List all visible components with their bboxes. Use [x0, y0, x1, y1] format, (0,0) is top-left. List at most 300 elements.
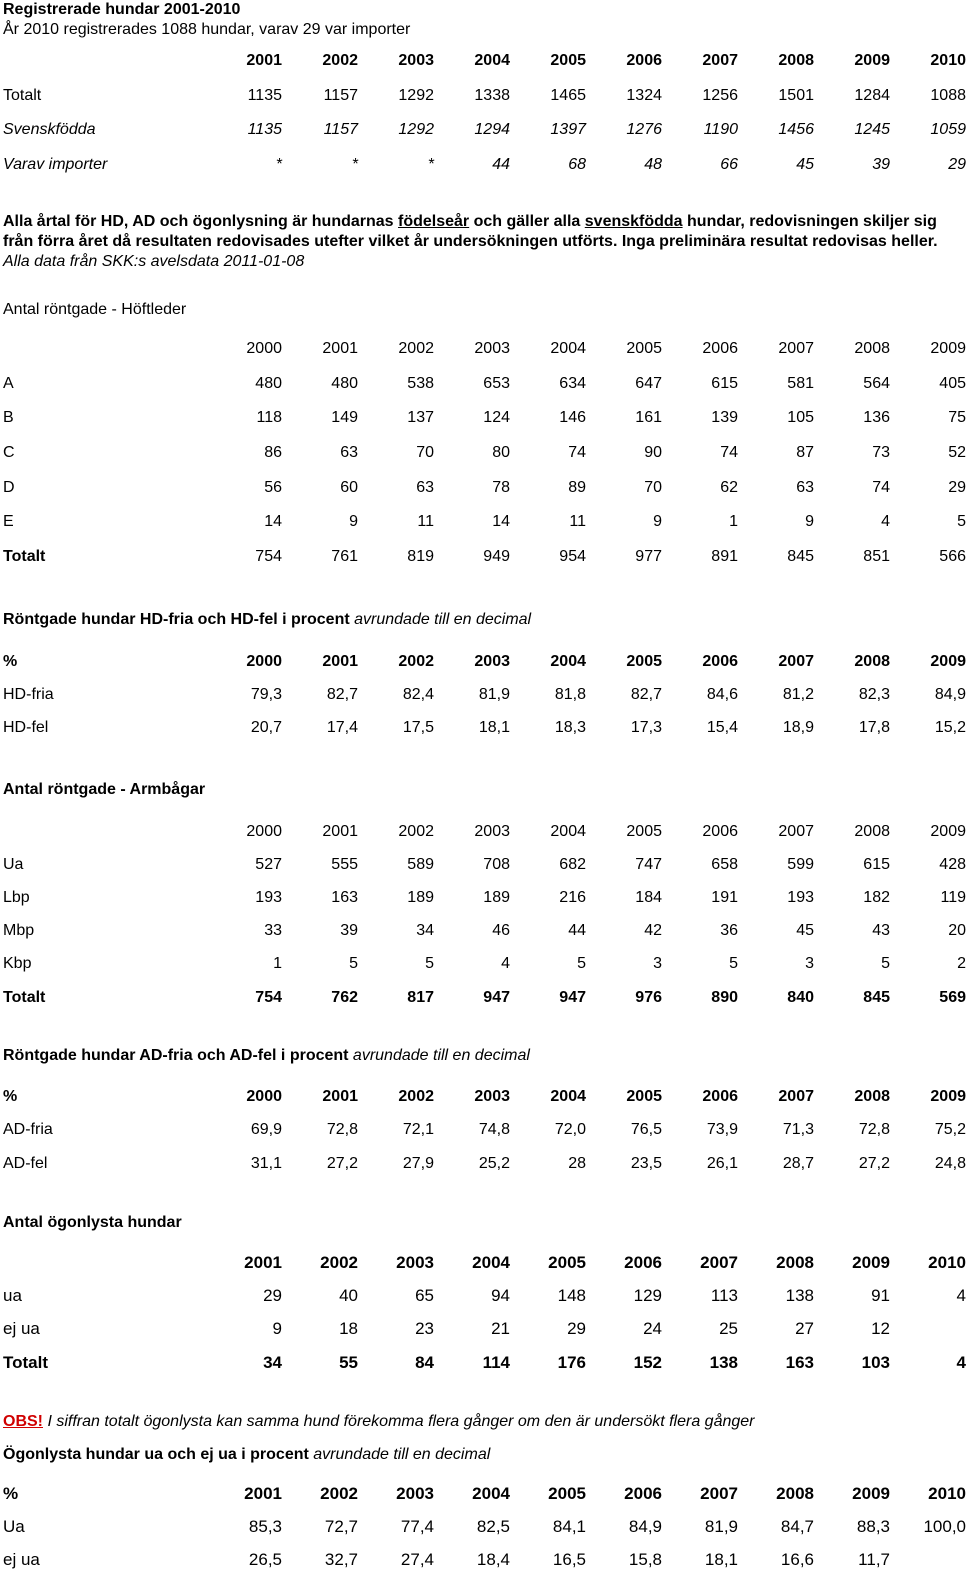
row-label: Ua — [3, 1516, 25, 1536]
table-cell: 63 — [416, 478, 434, 496]
table-cell: 36 — [720, 922, 738, 940]
table-cell: 124 — [483, 409, 510, 427]
year-header: 2004 — [472, 1483, 510, 1503]
table-cell: 90 — [644, 444, 662, 462]
table-cell: 84,1 — [552, 1516, 586, 1536]
year-header: 2009 — [852, 1483, 890, 1503]
table-cell: 34 — [263, 1352, 282, 1372]
table-cell: 60 — [340, 478, 358, 496]
row-label: D — [3, 478, 15, 496]
table-cell: 74 — [568, 444, 586, 462]
table-cell: 949 — [483, 547, 510, 565]
year-header: 2002 — [320, 1483, 358, 1503]
table-cell: * — [427, 155, 434, 173]
year-header: 2006 — [624, 1483, 662, 1503]
row-label: HD-fria — [3, 685, 54, 703]
table-cell: 189 — [407, 888, 434, 906]
table-cell: 947 — [483, 988, 510, 1006]
year-header: 2002 — [322, 52, 358, 70]
table-cell: 581 — [787, 374, 814, 392]
table-cell: 72,7 — [324, 1516, 358, 1536]
table-cell: 1276 — [626, 121, 662, 139]
year-header: 2005 — [550, 52, 586, 70]
year-header: 2001 — [322, 1087, 358, 1105]
table-cell: 33 — [264, 922, 282, 940]
table-cell: 161 — [635, 409, 662, 427]
table-cell: 139 — [711, 409, 738, 427]
year-header: 2007 — [700, 1483, 738, 1503]
table-cell: 68 — [568, 155, 586, 173]
table-cell: 569 — [939, 988, 966, 1006]
year-header: 2005 — [548, 1483, 586, 1503]
header-label: % — [3, 1483, 19, 1503]
year-header: 2004 — [550, 822, 586, 840]
hip-pct-heading-note: avrundade till en decimal — [349, 611, 532, 628]
table-cell: 137 — [407, 409, 434, 427]
table-cell: 976 — [635, 988, 662, 1006]
table-cell: 14 — [492, 513, 510, 531]
table-cell: 82,7 — [326, 685, 358, 703]
table-cell: 480 — [331, 374, 358, 392]
table-cell: 819 — [407, 547, 434, 565]
table-cell: 75 — [948, 409, 966, 427]
table-cell: 88,3 — [856, 1516, 890, 1536]
year-header: 2006 — [702, 1087, 738, 1105]
table-row — [0, 1346, 970, 1379]
table-cell: 163 — [785, 1352, 814, 1372]
year-header: 2001 — [244, 1252, 282, 1272]
header-label — [0, 815, 210, 848]
table-cell: 817 — [407, 988, 434, 1006]
table-cell: 754 — [255, 988, 282, 1006]
year-header: 2000 — [246, 652, 282, 670]
note-birth-year: födelseår — [398, 213, 470, 230]
year-header: 2003 — [474, 652, 510, 670]
table-cell: * — [275, 155, 282, 173]
year-header: 2004 — [550, 652, 586, 670]
table-cell: 762 — [331, 988, 358, 1006]
table-cell: 56 — [264, 478, 282, 496]
hip-heading: Antal röntgade - Höftleder — [3, 301, 187, 318]
table-cell: 12 — [871, 1319, 890, 1339]
year-header: 2008 — [776, 1252, 814, 1272]
year-header: 2002 — [398, 652, 434, 670]
table-cell: 5 — [729, 955, 738, 973]
eye-heading — [3, 1213, 182, 1233]
table-cell: 615 — [863, 855, 890, 873]
row-label: A — [3, 374, 14, 392]
year-header: 2009 — [930, 340, 966, 358]
table-cell: 79,3 — [250, 685, 282, 703]
table-cell: 480 — [255, 374, 282, 392]
table-cell: 72,0 — [554, 1121, 586, 1139]
table-cell: 81,9 — [704, 1516, 738, 1536]
table-cell: 947 — [559, 988, 586, 1006]
table-cell: 891 — [711, 547, 738, 565]
table-cell: 845 — [787, 547, 814, 565]
table-cell: 42 — [644, 922, 662, 940]
year-header: 2005 — [626, 652, 662, 670]
year-header: 2000 — [246, 340, 282, 358]
table-cell: 527 — [255, 855, 282, 873]
table-cell: 1292 — [398, 86, 434, 104]
table-cell: 113 — [710, 1285, 738, 1305]
table-cell: 4 — [956, 1285, 966, 1305]
table-cell: 538 — [407, 374, 434, 392]
table-cell: 52 — [948, 444, 966, 462]
table-cell: 954 — [559, 547, 586, 565]
note-part-3: hundar, redovisningen skiljer sig från förra året då resultaten redovisades utefter vilket år undersökningen utförts. Inga preliminära resultat redovisas heller. — [3, 213, 938, 250]
table-cell: 129 — [633, 1285, 662, 1305]
note-source: Alla data från SKK:s avelsdata 2011-01-08 — [3, 253, 305, 270]
page-subtitle: År 2010 registrerades 1088 hundar, varav 29 var importer — [3, 21, 411, 38]
table-cell: 70 — [416, 444, 434, 462]
table-row — [0, 678, 970, 711]
table-cell: 82,4 — [402, 685, 434, 703]
row-label: Totalt — [3, 547, 46, 565]
table-cell: 77,4 — [400, 1516, 434, 1536]
year-header: 2004 — [550, 340, 586, 358]
header-row — [0, 1080, 970, 1114]
table-cell: 66 — [720, 155, 738, 173]
table-cell: 9 — [272, 1319, 282, 1339]
table-cell: 9 — [349, 513, 358, 531]
table-cell: 189 — [483, 888, 510, 906]
row-label: Kbp — [3, 955, 32, 973]
table-cell: 55 — [339, 1352, 358, 1372]
header-label: % — [3, 1087, 18, 1105]
table-cell: 45 — [796, 922, 814, 940]
table-cell: 1135 — [247, 86, 282, 104]
table-cell: 29 — [948, 478, 966, 496]
table-cell: 761 — [331, 547, 358, 565]
table-cell: 193 — [255, 888, 282, 906]
year-header: 2001 — [246, 52, 282, 70]
table-cell: 82,7 — [630, 685, 662, 703]
table-cell: 647 — [635, 374, 662, 392]
table-cell: 845 — [863, 988, 890, 1006]
year-header: 2003 — [396, 1252, 434, 1272]
table-cell: 26,5 — [248, 1549, 282, 1569]
eye-heading-text: Antal ögonlysta hundar — [3, 1214, 182, 1231]
row-label: ej ua — [3, 1549, 40, 1569]
obs-note — [3, 1412, 755, 1432]
year-header: 2009 — [930, 652, 966, 670]
table-cell: 94 — [491, 1285, 510, 1305]
hip-pct-table — [0, 645, 970, 745]
year-header: 2005 — [548, 1252, 586, 1272]
table-cell: 91 — [871, 1285, 890, 1305]
table-cell: 1338 — [474, 86, 510, 104]
year-header: 2001 — [322, 822, 358, 840]
table-cell: 78 — [492, 478, 510, 496]
year-header: 2008 — [854, 652, 890, 670]
table-cell: 2 — [957, 955, 966, 973]
year-header: 2005 — [626, 340, 662, 358]
row-label: Mbp — [3, 922, 35, 940]
year-header: 2008 — [854, 822, 890, 840]
table-cell: 26,1 — [706, 1154, 738, 1172]
table-cell: 27 — [795, 1319, 814, 1339]
table-cell: 114 — [482, 1352, 510, 1372]
table-row — [0, 1114, 970, 1148]
row-label: AD-fel — [3, 1154, 48, 1172]
table-cell: 84,9 — [628, 1516, 662, 1536]
table-row — [0, 113, 970, 148]
table-cell: 118 — [256, 409, 282, 427]
table-cell: 4 — [501, 955, 510, 973]
year-header: 2004 — [472, 1252, 510, 1272]
table-cell: 191 — [711, 888, 738, 906]
header-row — [0, 44, 970, 79]
table-cell: 15,4 — [706, 719, 738, 737]
year-header: 2007 — [702, 52, 738, 70]
table-cell: 138 — [785, 1285, 814, 1305]
table-cell: 25,2 — [478, 1154, 510, 1172]
table-cell: 18,1 — [478, 719, 510, 737]
year-header: 2001 — [244, 1483, 282, 1503]
table-cell: 29 — [567, 1319, 586, 1339]
obs-label: OBS! — [3, 1413, 43, 1430]
table-cell: 84,6 — [706, 685, 738, 703]
row-label: HD-fel — [3, 719, 49, 737]
table-cell: 34 — [416, 922, 434, 940]
table-cell: 73,9 — [706, 1121, 738, 1139]
table-row — [0, 1279, 970, 1312]
table-cell: 80 — [492, 444, 510, 462]
table-cell: 4 — [956, 1352, 966, 1372]
year-header: 2010 — [928, 1252, 966, 1272]
year-header: 2002 — [320, 1252, 358, 1272]
year-header: 2007 — [778, 1087, 814, 1105]
table-cell: 193 — [787, 888, 814, 906]
table-cell: 851 — [863, 547, 890, 565]
table-cell: 71,3 — [782, 1121, 814, 1139]
table-cell: 25 — [719, 1319, 738, 1339]
year-header: 2009 — [930, 822, 966, 840]
registered-table — [0, 44, 970, 182]
table-cell: 15,2 — [934, 719, 966, 737]
elbow-pct-heading — [3, 1046, 530, 1066]
table-cell: 3 — [805, 955, 814, 973]
header-row — [0, 815, 970, 848]
table-cell: 18,4 — [476, 1549, 510, 1569]
table-cell: 634 — [559, 374, 586, 392]
table-cell: 84 — [415, 1352, 434, 1372]
year-header: 2008 — [778, 52, 814, 70]
header-row — [0, 332, 970, 367]
eye-pct-table — [0, 1477, 970, 1576]
table-row — [0, 470, 970, 505]
eye-pct-heading — [3, 1445, 490, 1465]
row-label: C — [3, 444, 15, 462]
table-cell: 89 — [568, 478, 586, 496]
table-cell: 1190 — [703, 121, 738, 139]
table-cell: 11,7 — [858, 1549, 890, 1569]
note-swedish-born: svenskfödda — [584, 213, 683, 230]
table-cell: 1245 — [854, 121, 890, 139]
eye-pct-heading-main: Ögonlysta hundar ua och ej ua i procent — [3, 1446, 309, 1463]
table-cell: 1157 — [323, 86, 358, 104]
elbow-pct-heading-note: avrundade till en decimal — [348, 1047, 530, 1064]
table-cell: 65 — [415, 1285, 434, 1305]
header-row — [0, 1477, 970, 1510]
table-cell: 599 — [787, 855, 814, 873]
year-header: 2001 — [322, 340, 358, 358]
table-cell: 1292 — [398, 121, 434, 139]
elbow-table — [0, 815, 970, 1014]
table-cell: 81,2 — [782, 685, 814, 703]
table-cell: 29 — [948, 155, 966, 173]
year-header: 2004 — [474, 52, 510, 70]
table-cell: 84,9 — [934, 685, 966, 703]
year-header: 2005 — [626, 1087, 662, 1105]
table-cell: 564 — [863, 374, 890, 392]
year-header: 2006 — [702, 652, 738, 670]
table-cell: 3 — [653, 955, 662, 973]
table-cell: 74 — [872, 478, 890, 496]
table-cell: 5 — [425, 955, 434, 973]
table-cell: 48 — [644, 155, 662, 173]
row-label: Varav importer — [3, 155, 108, 173]
year-header: 2003 — [474, 340, 510, 358]
row-label: Svenskfödda — [3, 121, 96, 139]
table-cell: 176 — [557, 1352, 586, 1372]
table-cell: 85,3 — [248, 1516, 282, 1536]
table-cell: 76,5 — [630, 1121, 662, 1139]
table-cell: 555 — [331, 855, 358, 873]
year-header: 2000 — [246, 1087, 282, 1105]
table-cell: 44 — [568, 922, 586, 940]
table-cell: 658 — [711, 855, 738, 873]
table-cell: 62 — [720, 478, 738, 496]
year-header: 2009 — [852, 1252, 890, 1272]
table-cell: 840 — [787, 988, 814, 1006]
year-header: 2009 — [930, 1087, 966, 1105]
table-cell: 17,8 — [858, 719, 890, 737]
table-row — [0, 401, 970, 436]
table-cell: 105 — [787, 409, 814, 427]
table-cell: 40 — [339, 1285, 358, 1305]
method-note — [3, 212, 953, 272]
table-cell: 27,9 — [402, 1154, 434, 1172]
hip-table — [0, 332, 970, 574]
table-cell: 149 — [331, 409, 358, 427]
row-label: ej ua — [3, 1319, 40, 1339]
row-label: Totalt — [3, 988, 46, 1006]
header-label — [0, 44, 210, 79]
table-row — [0, 712, 970, 745]
table-cell: 74 — [720, 444, 738, 462]
note-part-1: Alla årtal för HD, AD och ögonlysning är hundarnas — [3, 213, 399, 230]
year-header: 2007 — [778, 822, 814, 840]
hip-pct-heading-main: Röntgade hundar HD-fria och HD-fel i procent — [3, 611, 350, 628]
table-cell: 18 — [339, 1319, 358, 1339]
table-cell: 86 — [264, 444, 282, 462]
table-cell: 1157 — [323, 121, 358, 139]
table-cell: 63 — [340, 444, 358, 462]
year-header: 2007 — [778, 340, 814, 358]
year-header: 2002 — [398, 822, 434, 840]
table-cell: 566 — [939, 547, 966, 565]
year-header: 2008 — [776, 1483, 814, 1503]
elbow-pct-heading-main: Röntgade hundar AD-fria och AD-fel i procent — [3, 1047, 349, 1064]
table-cell: 163 — [331, 888, 358, 906]
table-cell: 18,1 — [704, 1549, 738, 1569]
table-cell: 11 — [417, 513, 434, 531]
elbow-heading — [3, 780, 205, 800]
table-cell: 119 — [940, 888, 966, 906]
row-label: Ua — [3, 855, 24, 873]
table-cell: 146 — [559, 409, 586, 427]
table-row — [0, 1543, 970, 1576]
table-cell: 16,5 — [552, 1549, 586, 1569]
row-label: B — [3, 409, 14, 427]
table-row — [0, 505, 970, 540]
table-cell: 653 — [483, 374, 510, 392]
header-row — [0, 645, 970, 678]
table-cell: 44 — [492, 155, 510, 173]
year-header: 2003 — [398, 52, 434, 70]
header-label — [0, 332, 210, 367]
table-cell: 31,1 — [250, 1154, 282, 1172]
table-row — [0, 1313, 970, 1346]
table-cell: 14 — [264, 513, 282, 531]
table-cell: 747 — [635, 855, 662, 873]
year-header: 2009 — [854, 52, 890, 70]
table-cell: 24 — [643, 1319, 662, 1339]
table-cell: 81,9 — [478, 685, 510, 703]
table-cell: 75,2 — [934, 1121, 966, 1139]
table-cell: 977 — [635, 547, 662, 565]
table-cell: 43 — [872, 922, 890, 940]
table-cell: 23,5 — [630, 1154, 662, 1172]
year-header: 2007 — [700, 1252, 738, 1272]
table-cell: 1294 — [474, 121, 510, 139]
table-cell: 27,4 — [400, 1549, 434, 1569]
elbow-heading-text: Antal röntgade - Armbågar — [3, 781, 206, 798]
elbow-pct-table — [0, 1080, 970, 1181]
table-cell: 5 — [577, 955, 586, 973]
table-cell: 72,1 — [402, 1121, 434, 1139]
table-row — [0, 981, 970, 1014]
year-header: 2006 — [624, 1252, 662, 1272]
table-cell: 138 — [709, 1352, 738, 1372]
table-row — [0, 948, 970, 981]
row-label: E — [3, 513, 14, 531]
table-cell: 428 — [939, 855, 966, 873]
eye-pct-heading-note: avrundade till en decimal — [308, 1446, 491, 1463]
table-row — [0, 148, 970, 183]
table-cell: 18,3 — [554, 719, 586, 737]
table-cell: 28 — [568, 1154, 586, 1172]
table-cell: 28,7 — [782, 1154, 814, 1172]
year-header: 2003 — [474, 822, 510, 840]
table-cell: 5 — [881, 955, 890, 973]
table-row — [0, 1147, 970, 1181]
row-label: AD-fria — [3, 1121, 53, 1139]
row-label: Totalt — [3, 86, 42, 104]
hip-pct-heading — [3, 610, 531, 630]
table-cell: 182 — [863, 888, 890, 906]
table-cell: 17,3 — [630, 719, 662, 737]
table-cell: 9 — [653, 513, 662, 531]
table-cell: 27,2 — [858, 1154, 890, 1172]
table-cell: 82,5 — [476, 1516, 510, 1536]
table-cell: 20 — [948, 922, 966, 940]
table-cell: 70 — [644, 478, 662, 496]
table-cell: 63 — [796, 478, 814, 496]
